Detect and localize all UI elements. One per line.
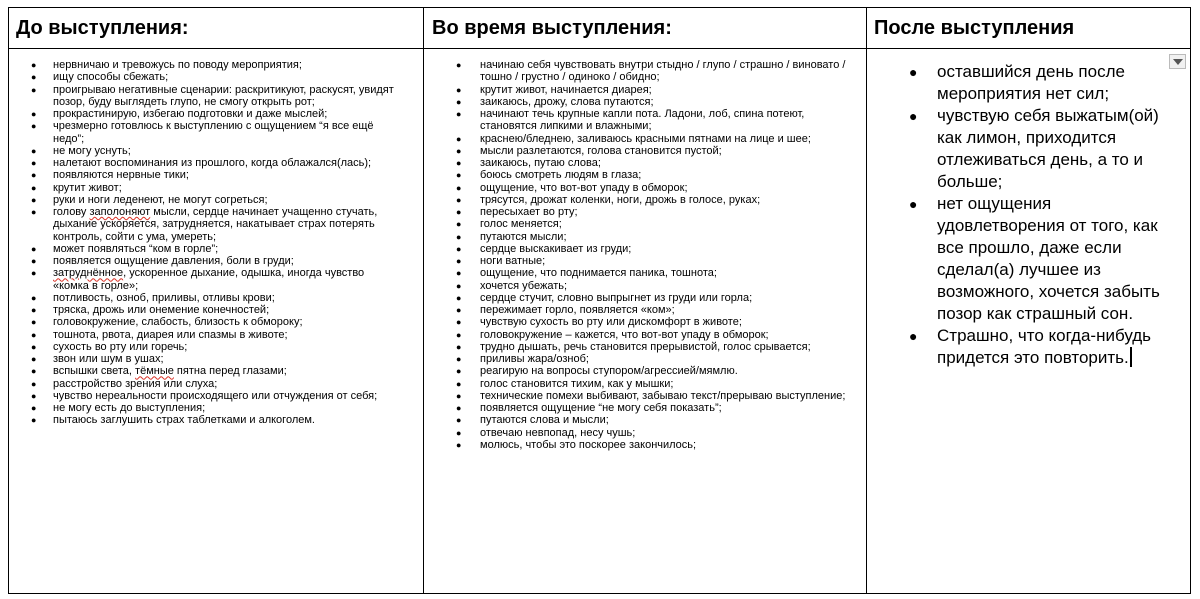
- list-item: [456, 328, 856, 341]
- bullet-icon: ●: [31, 158, 37, 168]
- bullet-icon: ●: [31, 84, 37, 95]
- bullet-icon: ●: [31, 207, 37, 217]
- list-item: [456, 157, 856, 169]
- bullet-icon: ●: [31, 378, 37, 389]
- bullet-icon: ●: [456, 378, 462, 389]
- bullet-icon: ●: [456, 60, 462, 70]
- list-item: [31, 340, 403, 353]
- list-item-text: приливы жара/озноб;: [480, 353, 589, 365]
- bullet-icon: ●: [31, 256, 37, 266]
- list-item: [31, 353, 403, 365]
- list-item: [31, 206, 403, 243]
- bullet-icon: ●: [456, 133, 462, 144]
- bullet-icon: ●: [456, 219, 462, 230]
- list-item-text: пересыхает во рту;: [480, 206, 578, 218]
- list-item: [31, 83, 403, 109]
- list-item: [456, 218, 856, 231]
- list-item-text: чувство нереальности происходящего или отчуждения от себя;: [53, 389, 378, 402]
- list-item: [31, 291, 403, 304]
- list-item-text: звон или шум в ушах;: [53, 353, 164, 365]
- list-item-text: трудно дышать, речь становится прерывистой, голос срывается;: [480, 340, 811, 353]
- list-item: [31, 267, 403, 292]
- bullet-icon: ●: [456, 329, 462, 340]
- bullet-icon: ●: [909, 108, 918, 124]
- bullet-icon: ●: [456, 354, 462, 364]
- list-item: [456, 316, 856, 329]
- list-item-text: крутит живот;: [53, 181, 122, 194]
- column-before: [9, 8, 424, 593]
- list-item-text: чувствую себя выжатым(ой) как лимон, приходится отлеживаться день, а то и больше;: [937, 106, 1159, 191]
- list-item-text: голос становится тихим, как у мышки;: [480, 377, 674, 390]
- column-after[interactable]: [867, 8, 1190, 593]
- list-item-text: голос меняется;: [480, 218, 562, 231]
- bullet-icon: ●: [456, 390, 462, 401]
- list-item-text: нервничаю и тревожусь по поводу мероприятия;: [53, 59, 302, 71]
- list-item-text: ищу способы сбежать;: [53, 71, 169, 84]
- comparison-table: [8, 7, 1191, 594]
- list-item: [31, 59, 403, 71]
- list-item: [456, 193, 856, 206]
- column-during: [424, 8, 867, 593]
- list-item-text: заикаюсь, путаю слова;: [480, 157, 601, 169]
- bullet-icon: ●: [31, 390, 37, 401]
- bullet-icon: ●: [456, 415, 462, 426]
- list-item-text: может появляться “ком в горле”;: [53, 242, 219, 255]
- list-item: [456, 365, 856, 378]
- list-item-text: технические помехи выбивают, забываю текст/прерываю выступление;: [480, 389, 846, 402]
- bullet-icon: ●: [31, 72, 37, 83]
- bullet-icon: ●: [456, 317, 462, 328]
- list-item: [31, 193, 403, 206]
- list-item: [456, 95, 856, 108]
- list-item-text: трясутся, дрожат коленки, ноги, дрожь в голосе, руках;: [480, 193, 761, 206]
- list-item-text: нет ощущения удовлетворения от того, как все прошло, даже если сделал(а) лучшее из возможного, хочется забыть позор как страшный сон.: [937, 194, 1160, 323]
- bullet-icon: ●: [456, 96, 462, 107]
- bullet-icon: ●: [909, 328, 918, 344]
- list-item: [31, 120, 403, 145]
- list-item-text: ощущение, что вот-вот упаду в обморок;: [480, 181, 688, 194]
- list-item: [456, 291, 856, 304]
- list-item-text: реагирую на вопросы ступором/агрессией/мямлю.: [480, 365, 738, 378]
- list-item-text: появляется ощущение давления, боли в груди;: [53, 255, 294, 267]
- chevron-down-icon[interactable]: [1169, 54, 1186, 69]
- bullet-icon: ●: [456, 427, 462, 438]
- list-item-text: путаются слова и мысли;: [480, 414, 609, 427]
- list-before: [31, 59, 403, 427]
- bullet-icon: ●: [456, 256, 462, 266]
- text-cursor: [1130, 347, 1132, 367]
- list-item-text: появляется ощущение “не могу себя показать”;: [480, 402, 722, 414]
- list-item-text: чрезмерно готовлюсь к выступлению с ощущением “я все ещё недо”;: [53, 120, 374, 145]
- list-item-text: пережимает горло, появляется «ком»;: [480, 304, 675, 316]
- list-item: [456, 414, 856, 427]
- list-item-text: боюсь смотреть людям в глаза;: [480, 169, 642, 182]
- list-item: [456, 267, 856, 280]
- list-item-text: крутит живот, начинается диарея;: [480, 83, 652, 96]
- list-item-text: ощущение, что поднимается паника, тошнота;: [480, 267, 717, 280]
- list-item: [456, 353, 856, 365]
- list-item: [31, 71, 403, 84]
- list-item-text: голову заполоняют мысли, сердце начинает учащенно стучать, дыхание ускоряется, затрудняется, накатывает страх потерять контроль, сойти с ума, умереть;: [53, 206, 378, 243]
- list-item: [909, 325, 1170, 369]
- list-item: [31, 328, 403, 341]
- bullet-icon: ●: [456, 341, 462, 352]
- list-item-text: налетают воспоминания из прошлого, когда облажался(лась);: [53, 157, 372, 169]
- bullet-icon: ●: [456, 305, 462, 315]
- bullet-icon: ●: [31, 194, 37, 205]
- list-item: [31, 144, 403, 157]
- list-item-text: мысли разлетаются, голова становится пустой;: [480, 144, 722, 157]
- list-item: [31, 108, 403, 120]
- bullet-icon: ●: [31, 109, 37, 119]
- list-item-text: головокружение – кажется, что вот-вот упаду в обморок;: [480, 328, 769, 341]
- bullet-icon: ●: [31, 317, 37, 328]
- bullet-icon: ●: [31, 366, 37, 377]
- list-item: [909, 105, 1170, 193]
- bullet-icon: ●: [456, 280, 462, 291]
- list-item-text: прокрастинирую, избегаю подготовки и даже мыслей;: [53, 108, 328, 120]
- list-item: [456, 304, 856, 316]
- list-item: [456, 108, 856, 133]
- bullet-icon: ●: [31, 121, 37, 132]
- list-item-text: тошнота, рвота, диарея или спазмы в животе;: [53, 328, 288, 341]
- list-item: [456, 426, 856, 439]
- list-item-text: ноги ватные;: [480, 255, 546, 267]
- list-item: [456, 402, 856, 414]
- bullet-icon: ●: [31, 268, 37, 279]
- bullet-icon: ●: [456, 243, 462, 254]
- list-item-text: сердце стучит, словно выпрыгнет из груди или горла;: [480, 291, 753, 304]
- bullet-icon: ●: [456, 182, 462, 193]
- bullet-icon: ●: [31, 60, 37, 70]
- bullet-icon: ●: [456, 207, 462, 217]
- list-item-text: руки и ноги леденеют, не могут согреться;: [53, 193, 268, 206]
- list-item-text: сухость во рту или горечь;: [53, 340, 188, 353]
- bullet-icon: ●: [456, 439, 462, 450]
- list-item: [456, 340, 856, 353]
- list-item: [456, 242, 856, 255]
- bullet-icon: ●: [456, 292, 462, 303]
- column-header-during: Во время выступления:: [424, 8, 866, 49]
- list-item: [456, 230, 856, 243]
- list-item: [31, 304, 403, 316]
- list-item-text: затруднённое, ускоренное дыхание, одышка, иногда чувство «комка в горле»;: [53, 267, 365, 292]
- list-item-text: начинают течь крупные капли пота. Ладони, лоб, спина потеют, становятся липкими и влажными;: [480, 108, 805, 133]
- list-item-text: головокружение, слабость, близость к обмороку;: [53, 316, 303, 329]
- bullet-icon: ●: [31, 305, 37, 315]
- list-item-text: не могу уснуть;: [53, 144, 131, 157]
- list-item-text: Страшно, что когда-нибудь придется это повторить.: [937, 326, 1152, 367]
- list-item: [909, 193, 1170, 325]
- bullet-icon: ●: [456, 231, 462, 242]
- bullet-icon: ●: [909, 196, 918, 212]
- list-item-text: тряска, дрожь или онемение конечностей;: [53, 304, 270, 316]
- bullet-icon: ●: [31, 354, 37, 364]
- list-item-text: хочется убежать;: [480, 279, 568, 292]
- bullet-icon: ●: [909, 64, 918, 80]
- list-item: [456, 255, 856, 267]
- list-item: [909, 61, 1170, 105]
- list-after[interactable]: [909, 61, 1170, 369]
- list-item: [31, 414, 403, 427]
- list-item: [456, 144, 856, 157]
- list-item: [456, 181, 856, 194]
- bullet-icon: ●: [31, 170, 37, 181]
- list-item: [31, 389, 403, 402]
- list-item-text: чувствую сухость во рту или дискомфорт в животе;: [480, 316, 742, 329]
- bullet-icon: ●: [456, 366, 462, 377]
- list-item: [31, 402, 403, 414]
- list-item-text: оставшийся день после мероприятия нет сил;: [937, 62, 1125, 103]
- list-item-text: появляются нервные тики;: [53, 169, 189, 182]
- list-item: [456, 279, 856, 292]
- list-item-text: отвечаю невпопад, несу чушь;: [480, 426, 636, 439]
- list-item: [31, 255, 403, 267]
- column-header-before: До выступления:: [9, 8, 423, 49]
- list-item-text: расстройство зрения или слуха;: [53, 377, 218, 390]
- list-item: [456, 83, 856, 96]
- bullet-icon: ●: [456, 194, 462, 205]
- list-item-text: пытаюсь заглушить страх таблетками и алкоголем.: [53, 414, 315, 427]
- list-item: [31, 169, 403, 182]
- list-item: [31, 242, 403, 255]
- bullet-icon: ●: [456, 109, 462, 119]
- list-item: [456, 169, 856, 182]
- bullet-icon: ●: [31, 292, 37, 303]
- list-item-text: потливость, озноб, приливы, отливы крови;: [53, 291, 275, 304]
- bullet-icon: ●: [456, 84, 462, 95]
- bullet-icon: ●: [31, 329, 37, 340]
- list-during: [456, 59, 856, 451]
- bullet-icon: ●: [31, 341, 37, 352]
- list-item: [31, 316, 403, 329]
- list-item: [31, 157, 403, 169]
- list-item-text: заикаюсь, дрожу, слова путаются;: [480, 95, 654, 108]
- list-item: [456, 438, 856, 451]
- column-header-after: После выступления: [867, 8, 1190, 49]
- list-item: [31, 365, 403, 378]
- bullet-icon: ●: [31, 182, 37, 193]
- list-item-text: не могу есть до выступления;: [53, 402, 206, 414]
- list-item: [456, 132, 856, 145]
- list-item-text: краснею/бледнею, заливаюсь красными пятнами на лице и шее;: [480, 132, 811, 145]
- bullet-icon: ●: [31, 243, 37, 254]
- list-item-text: проигрываю негативные сценарии: раскритикуют, раскусят, увидят позор, буду выглядеть глупо, не смогу открыть рот;: [53, 83, 394, 108]
- bullet-icon: ●: [456, 268, 462, 279]
- list-item-text: сердце выскакивает из груди;: [480, 242, 632, 255]
- bullet-icon: ●: [456, 158, 462, 168]
- bullet-icon: ●: [31, 145, 37, 156]
- list-item-text: молюсь, чтобы это поскорее закончилось;: [480, 438, 697, 451]
- bullet-icon: ●: [456, 403, 462, 413]
- bullet-icon: ●: [31, 403, 37, 413]
- list-item: [31, 377, 403, 390]
- list-item: [31, 181, 403, 194]
- list-item-text: вспышки света, тёмные пятна перед глазами;: [53, 365, 287, 378]
- list-item: [456, 59, 856, 84]
- bullet-icon: ●: [31, 415, 37, 426]
- list-item-text: путаются мысли;: [480, 230, 567, 243]
- bullet-icon: ●: [456, 145, 462, 156]
- bullet-icon: ●: [456, 170, 462, 181]
- list-item: [456, 389, 856, 402]
- list-item-text: начинаю себя чувствовать внутри стыдно / глупо / страшно / виновато / тошно / грустно / одиноко / обидно;: [480, 59, 846, 84]
- list-item: [456, 377, 856, 390]
- list-item: [456, 206, 856, 218]
